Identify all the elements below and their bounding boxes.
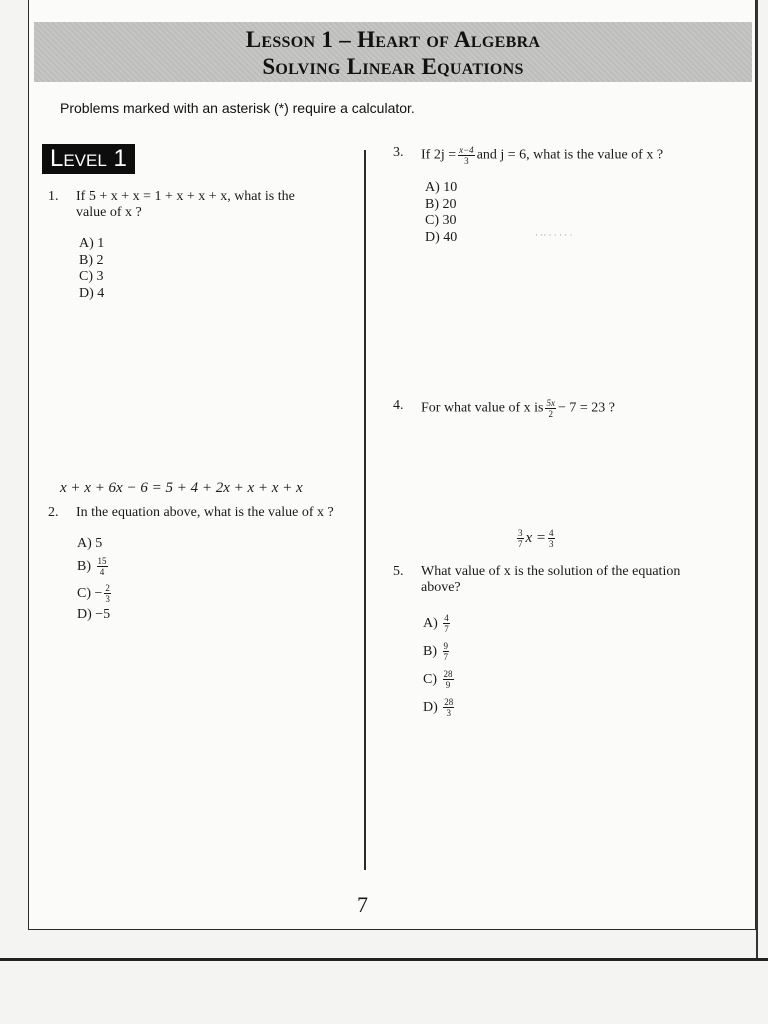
- stem-fraction: [545, 398, 556, 419]
- question-number: 5.: [393, 564, 404, 579]
- fraction-numerator: x−4: [459, 145, 474, 155]
- answer-choice-b[interactable]: B) 2: [79, 252, 104, 268]
- answer-choice-c[interactable]: C) 3: [79, 269, 104, 284]
- choice-label: A): [423, 616, 438, 631]
- fraction-denominator: 4: [99, 566, 105, 577]
- question-2-choices: [77, 536, 113, 623]
- stem-text: For what value of x is: [421, 400, 544, 416]
- fraction-numerator: 2: [105, 582, 110, 593]
- fraction-denominator: 3: [105, 593, 110, 604]
- fraction-denominator: 7: [444, 624, 449, 635]
- answer-choice-b[interactable]: [77, 553, 113, 580]
- scan-smudge: · ·· · · · · ·: [535, 230, 573, 240]
- answer-choice-a[interactable]: [423, 610, 456, 638]
- stem-text: − 7 = 23 ?: [557, 400, 615, 416]
- choice-fraction: [97, 556, 108, 577]
- fraction-numerator: 15: [97, 555, 107, 566]
- question-number: 4.: [393, 398, 404, 413]
- stem-fraction: [458, 145, 475, 166]
- answer-choice-c[interactable]: C) 30: [425, 213, 457, 228]
- stem-text: If 2j =: [421, 147, 457, 163]
- choice-label: B): [423, 644, 437, 659]
- fraction-numerator: 4: [549, 528, 554, 538]
- equation-text: x =: [525, 529, 547, 546]
- answer-choice-a[interactable]: A) 10: [425, 180, 458, 195]
- question-stem-line: value of x ?: [76, 205, 142, 220]
- fraction-denominator: 9: [445, 680, 451, 691]
- answer-choice-b[interactable]: [423, 638, 456, 666]
- fraction-numerator: 5x: [546, 398, 555, 408]
- fraction-numerator: 3: [518, 528, 523, 538]
- answer-choice-c[interactable]: [423, 666, 456, 694]
- fraction-denominator: 3: [446, 708, 452, 719]
- answer-choice-c[interactable]: [77, 580, 113, 607]
- fraction-numerator: 28: [444, 697, 454, 708]
- level-badge: Level 1: [42, 144, 135, 174]
- fraction-numerator: 9: [443, 641, 448, 652]
- choice-fraction: [443, 641, 450, 662]
- choice-fraction: [443, 669, 454, 690]
- fraction-denominator: 2: [548, 409, 553, 419]
- question-number: 3.: [393, 145, 404, 160]
- question-5-equation: [515, 528, 557, 549]
- question-stem-line: What value of x is the solution of the equation: [421, 564, 681, 579]
- lesson-title: Lesson 1 – Heart of Algebra: [245, 27, 541, 52]
- question-3-choices: [425, 180, 457, 246]
- choice-label: C): [423, 672, 437, 687]
- question-stem-line: If 5 + x + x = 1 + x + x + x, what is the: [76, 189, 295, 204]
- answer-choice-a[interactable]: A) 1: [79, 236, 105, 251]
- question-stem: [421, 145, 663, 166]
- answer-choice-d[interactable]: [423, 694, 456, 722]
- question-2-equation: x + x + 6x − 6 = 5 + 4 + 2x + x + x + x: [60, 480, 303, 496]
- equation-fraction: [517, 528, 524, 549]
- choice-label: B): [77, 558, 91, 574]
- fraction-denominator: 3: [549, 539, 554, 549]
- choice-label: D): [423, 700, 438, 715]
- answer-choice-a[interactable]: A) 5: [77, 536, 103, 551]
- page-right-edge: [756, 0, 758, 960]
- fraction-numerator: 28: [443, 669, 453, 680]
- fraction-denominator: 7: [443, 652, 448, 663]
- answer-choice-b[interactable]: B) 20: [425, 196, 457, 212]
- answer-choice-d[interactable]: D) −5: [77, 606, 111, 622]
- fraction-numerator: 4: [444, 613, 449, 624]
- page-bottom-rule: [0, 958, 768, 961]
- question-stem: In the equation above, what is the value of x ?: [76, 505, 334, 520]
- question-stem: [421, 398, 615, 419]
- lesson-subtitle: Solving Linear Equations: [262, 54, 524, 79]
- choice-fraction: [443, 613, 450, 634]
- question-stem-line: above?: [421, 580, 461, 595]
- stem-text: and j = 6, what is the value of x ?: [476, 147, 664, 163]
- fraction-denominator: 3: [464, 156, 469, 166]
- question-5-choices: [423, 610, 456, 722]
- answer-choice-d[interactable]: D) 4: [79, 285, 105, 301]
- page-number: 7: [357, 892, 368, 917]
- answer-choice-d[interactable]: D) 40: [425, 229, 458, 245]
- fraction-denominator: 7: [518, 539, 523, 549]
- calculator-instructions: Problems marked with an asterisk (*) require a calculator.: [60, 100, 415, 116]
- choice-fraction: [104, 583, 111, 604]
- choice-fraction: [443, 697, 454, 718]
- question-number: 2.: [48, 505, 59, 520]
- question-stem: [421, 564, 680, 596]
- column-divider: [364, 150, 366, 870]
- question-stem: [76, 189, 295, 221]
- equation-fraction: [548, 528, 555, 549]
- worksheet-page: [28, 0, 756, 930]
- question-number: 1.: [48, 189, 59, 204]
- question-1-choices: [79, 236, 104, 302]
- lesson-banner: [34, 22, 752, 82]
- choice-label: C) −: [77, 585, 103, 601]
